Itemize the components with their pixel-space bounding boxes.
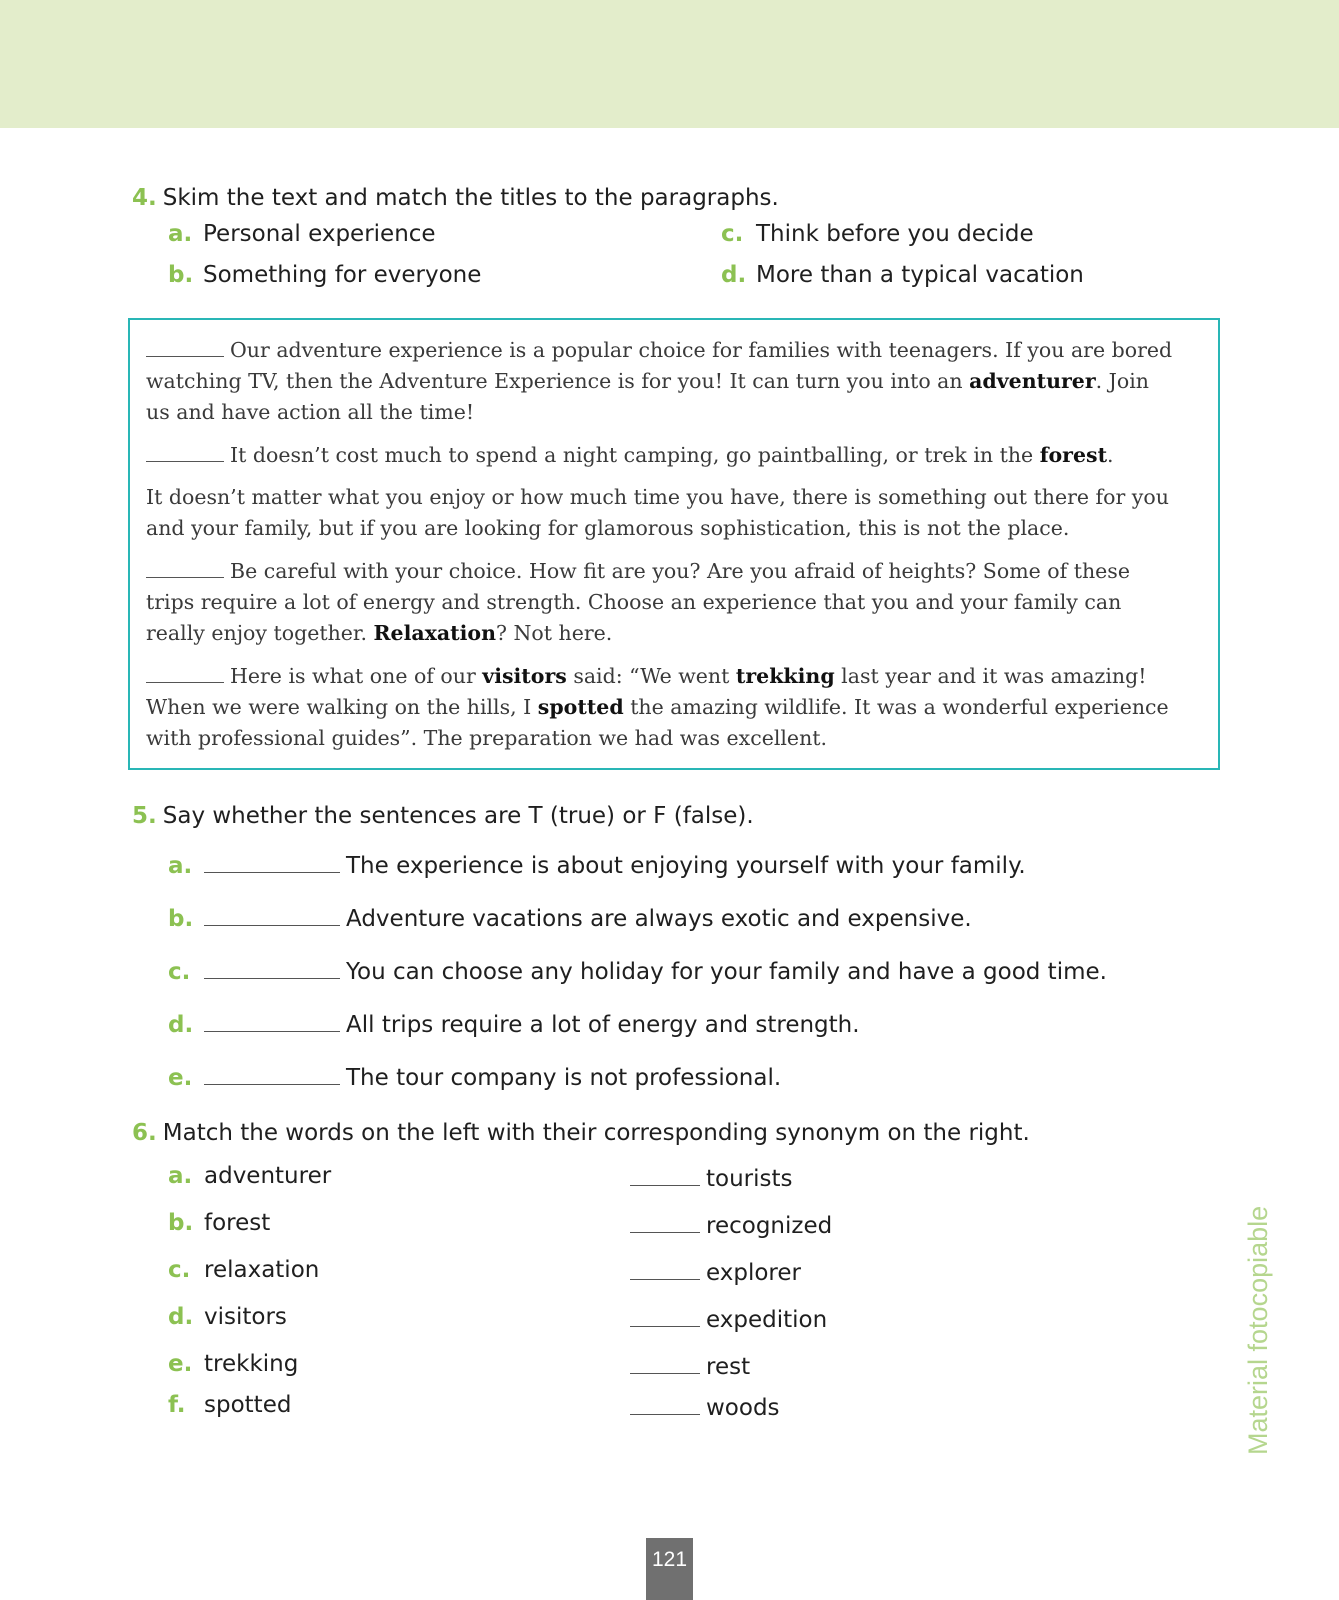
item-letter: d. — [168, 1012, 194, 1038]
text-run: It doesn’t cost much to spend a night camping, go paintballing, or trek in the — [230, 443, 1040, 467]
answer-blank[interactable] — [630, 1257, 700, 1280]
item-text: The experience is about enjoying yourself with your family. — [346, 853, 1026, 879]
q6-number: 6. — [132, 1120, 157, 1146]
item-letter: d. — [168, 1304, 194, 1330]
tf-item-c — [168, 956, 1107, 985]
option-text: Something for everyone — [203, 262, 482, 288]
paragraph-3 — [146, 555, 1178, 649]
synonym-text: tourists — [706, 1166, 793, 1192]
answer-blank[interactable] — [146, 660, 224, 683]
item-text: Adventure vacations are always exotic and expensive. — [346, 906, 972, 932]
option-letter: c. — [721, 221, 744, 247]
tf-item-b — [168, 903, 972, 932]
q4-option-c — [721, 221, 1034, 247]
item-text: You can choose any holiday for your family and have a good time. — [346, 959, 1107, 985]
synonym-text: woods — [706, 1395, 780, 1421]
match-right-3 — [630, 1257, 801, 1286]
q6-text: Match the words on the left with their corresponding synonym on the right. — [162, 1120, 1030, 1146]
text-run: the amazing wildlife. It was a wonderful experience with professional guides”. The preparation we had was excellent. — [146, 695, 1169, 750]
q4-instruction — [132, 185, 779, 211]
match-right-5 — [630, 1351, 750, 1380]
option-letter: a. — [168, 221, 193, 247]
keyword-spotted: spotted — [537, 695, 624, 719]
synonym-text: recognized — [706, 1213, 833, 1239]
keyword-forest: forest — [1039, 443, 1108, 467]
match-right-1 — [630, 1163, 793, 1192]
answer-blank[interactable] — [146, 555, 224, 578]
page-number: 121 — [646, 1538, 693, 1600]
q4-option-a — [168, 221, 436, 247]
paragraph-2 — [146, 439, 1178, 471]
text-run: Be careful with your choice. How fit are you? Are you afraid of heights? Some of these trips require a lot of energy and strength. Choose an experience that you and your family can really enjoy together. — [146, 559, 1130, 645]
item-letter: c. — [168, 959, 191, 985]
answer-blank[interactable] — [204, 850, 340, 873]
tf-item-e — [168, 1062, 781, 1091]
match-left-b — [168, 1210, 270, 1236]
answer-blank[interactable] — [204, 1009, 340, 1032]
q4-option-b — [168, 262, 481, 288]
q4-number: 4. — [132, 185, 157, 211]
match-right-6 — [630, 1392, 780, 1421]
answer-blank[interactable] — [204, 903, 340, 926]
item-letter: e. — [168, 1351, 193, 1377]
match-right-4 — [630, 1304, 827, 1333]
match-left-e — [168, 1351, 298, 1377]
match-right-2 — [630, 1210, 832, 1239]
text-run: Our adventure experience is a popular choice for families with teenagers. If you are bored watching TV, then the Adventure Experience is for you! It can turn you into an — [146, 338, 1173, 393]
paragraph-1 — [146, 334, 1178, 428]
answer-blank[interactable] — [630, 1392, 700, 1415]
keyword-trekking: trekking — [735, 664, 835, 688]
paragraph-2-cont: It doesn’t matter what you enjoy or how much time you have, there is something out there for you and your family, but if you are looking for glamorous sophistication, this is not the place. — [146, 485, 1169, 540]
reading-text-box — [128, 318, 1220, 770]
item-letter: e. — [168, 1065, 193, 1091]
match-left-d — [168, 1304, 287, 1330]
item-letter: a. — [168, 853, 193, 879]
answer-blank[interactable] — [630, 1163, 700, 1186]
synonym-text: explorer — [706, 1260, 801, 1286]
q5-instruction — [132, 803, 754, 829]
q4-option-d — [721, 262, 1084, 288]
text-run: . — [1107, 443, 1114, 467]
answer-blank[interactable] — [630, 1351, 700, 1374]
answer-blank[interactable] — [204, 956, 340, 979]
text-run: last year and it was amazing! When we were walking on the hills, I — [146, 664, 1147, 719]
side-label: Material fotocopiable — [1243, 1205, 1273, 1455]
option-letter: d. — [721, 262, 747, 288]
option-text: More than a typical vacation — [756, 262, 1084, 288]
match-left-c — [168, 1257, 319, 1283]
q6-instruction — [132, 1120, 1030, 1146]
answer-blank[interactable] — [146, 334, 224, 357]
item-text: adventurer — [204, 1163, 332, 1189]
item-letter: c. — [168, 1257, 191, 1283]
header-band — [0, 0, 1339, 128]
answer-blank[interactable] — [630, 1304, 700, 1327]
item-text: forest — [204, 1210, 271, 1236]
item-letter: a. — [168, 1163, 193, 1189]
q4-text: Skim the text and match the titles to the paragraphs. — [162, 185, 779, 211]
keyword-visitors: visitors — [482, 664, 567, 688]
text-run: ? Not here. — [495, 621, 613, 645]
match-left-a — [168, 1163, 331, 1189]
match-left-f — [168, 1392, 291, 1418]
option-text: Think before you decide — [756, 221, 1034, 247]
text-run: said: “We went — [566, 664, 736, 688]
tf-item-a — [168, 850, 1026, 879]
text-run: . Join us and have action all the time! — [146, 369, 1149, 424]
item-text: relaxation — [204, 1257, 320, 1283]
option-text: Personal experience — [203, 221, 436, 247]
option-letter: b. — [168, 262, 194, 288]
text-run: Here is what one of our — [230, 664, 483, 688]
answer-blank[interactable] — [146, 439, 224, 462]
synonym-text: expedition — [706, 1307, 828, 1333]
q5-number: 5. — [132, 803, 157, 829]
item-text: trekking — [204, 1351, 299, 1377]
synonym-text: rest — [706, 1354, 751, 1380]
q5-text: Say whether the sentences are T (true) or F (false). — [162, 803, 754, 829]
answer-blank[interactable] — [630, 1210, 700, 1233]
item-text: All trips require a lot of energy and strength. — [346, 1012, 860, 1038]
item-text: The tour company is not professional. — [346, 1065, 782, 1091]
item-letter: b. — [168, 1210, 194, 1236]
answer-blank[interactable] — [204, 1062, 340, 1085]
item-text: spotted — [204, 1392, 292, 1418]
item-letter: f. — [168, 1392, 186, 1418]
paragraph-4 — [146, 660, 1178, 754]
tf-item-d — [168, 1009, 860, 1038]
keyword-relaxation: Relaxation — [373, 621, 496, 645]
item-letter: b. — [168, 906, 194, 932]
item-text: visitors — [204, 1304, 287, 1330]
keyword-adventurer: adventurer — [969, 369, 1096, 393]
